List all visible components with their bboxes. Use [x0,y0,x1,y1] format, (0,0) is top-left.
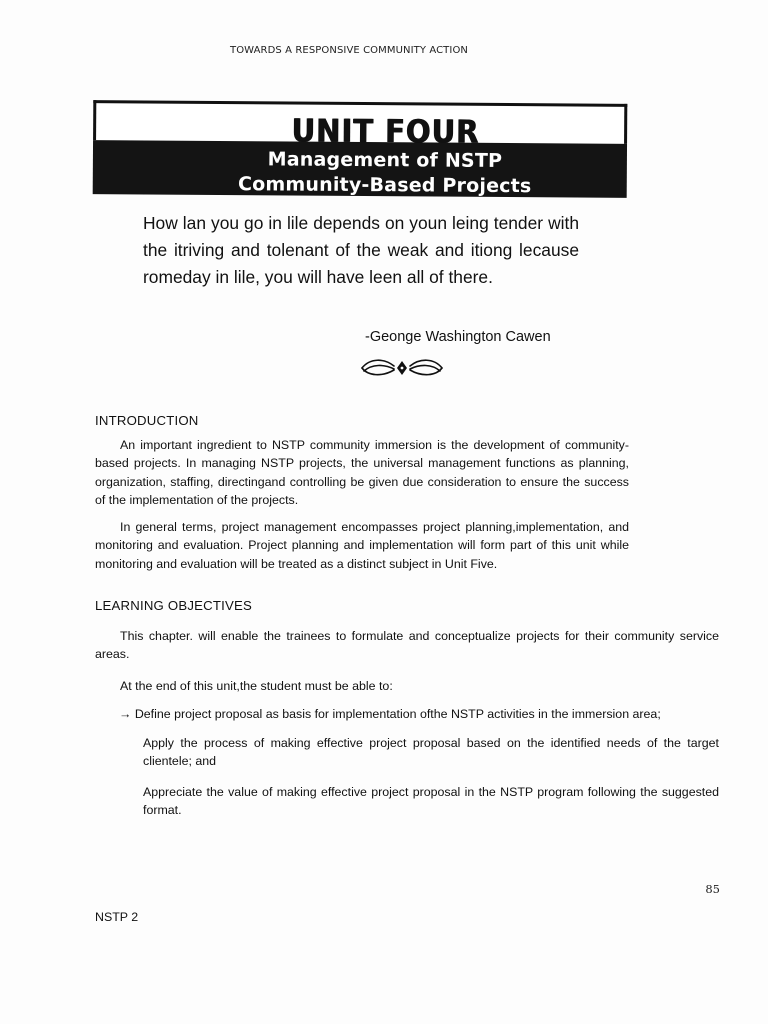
introduction-paragraph-2: In general terms, project management encompasses project planning,implementation, and monitoring and evaluation. Project planning and implementation will form part of this unit while monitoring and evaluation will be treated as a distinct subject in Unit Five. [95,520,629,571]
running-header: TOWARDS A RESPONSIVE COMMUNITY ACTION [230,45,468,56]
objective-item-2: Apply the process of making effective project proposal based on the identified needs of the target clientele; and [143,736,719,769]
unit-subtitle-line1: Management of NSTP [267,148,503,172]
learning-objectives-lead: At the end of this unit,the student must be able to: [120,679,393,693]
objective-item-3: Appreciate the value of making effective project proposal in the NSTP program following the suggested format. [143,785,719,818]
learning-objectives-heading: LEARNING OBJECTIVES [95,598,252,613]
footer-course: NSTP 2 [95,910,139,924]
unit-title: UNIT FOUR [291,111,480,151]
introduction-heading: INTRODUCTION [95,413,199,428]
page-number: 85 [705,882,720,896]
introduction-paragraph-1: An important ingredient to NSTP community immersion is the development of community-based projects. In managing NSTP projects, the universal management functions as planning, organization, staffing, directingand controlling be given due consideration to ensure the success of the implementation of the projects. [95,438,629,508]
learning-objectives-intro: This chapter. will enable the trainees to formulate and conceptualize projects for their community service areas. [95,629,719,662]
unit-subtitle-line2: Community-Based Projects [237,173,532,198]
unit-banner [93,100,628,198]
epigraph-quote: How lan you go in lile depends on youn leing tender with the itriving and tolenant of the weak and itiong lecause romeday in lile, you will have leen all of there. [143,213,579,287]
objective-item-1: → Define project proposal as basis for implementation ofthe NSTP activities in the immersion area; [119,707,661,721]
epigraph-author: -Geonge Washington Cawen [365,329,551,345]
ornamental-divider-icon [358,356,446,380]
